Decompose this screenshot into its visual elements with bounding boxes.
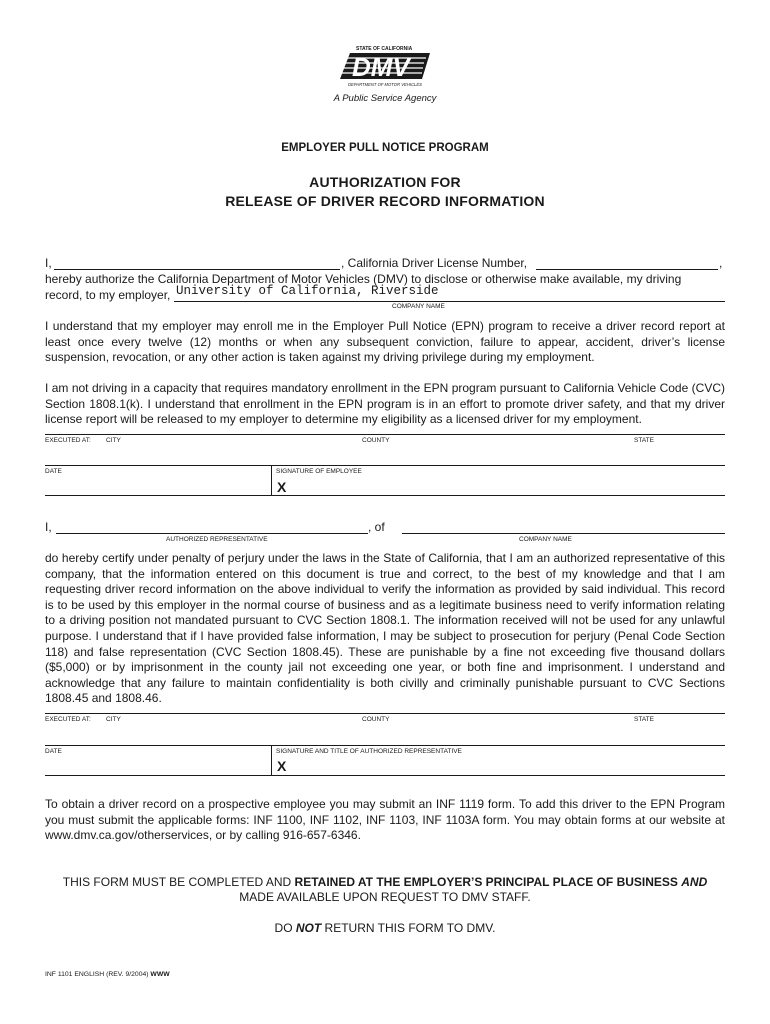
authorized-rep-label: AUTHORIZED REPRESENTATIVE (166, 536, 268, 543)
city-label: CITY (106, 437, 121, 444)
retention-notice-line2: MADE AVAILABLE UPON REQUEST TO DMV STAFF. (239, 890, 531, 904)
employee-signature-label: SIGNATURE OF EMPLOYEE (276, 468, 362, 475)
line1-comma: , (719, 256, 723, 270)
form-title-line2: RELEASE OF DRIVER RECORD INFORMATION (225, 193, 545, 209)
rep-company-name-label: COMPANY NAME (519, 536, 572, 543)
retention-notice-part1: THIS FORM MUST BE COMPLETED AND (62, 875, 295, 889)
executed-at-field[interactable] (45, 444, 725, 464)
retention-notice-bold: RETAINED AT THE EMPLOYER’S PRINCIPAL PLACE OF BUSINESS (294, 875, 682, 889)
employee-signature-mark[interactable]: X (277, 479, 287, 495)
form-id-text: INF 1101 ENGLISH (REV. 9/2004) (45, 971, 149, 978)
agency-tagline: A Public Service Agency (333, 93, 437, 104)
employee-signature-line (45, 495, 725, 496)
rep-executed-at-field[interactable] (45, 723, 725, 743)
certification-paragraph: do hereby certify under penalty of perjury under the laws in the State of California, that I am an authorized representative of this company, that the information entered on this document is true and correct, to the best of my knowledge and that I am requesting driver record information on the above individual to verify the information as provided by said individual. This record is to be used by this employer in the normal course of business and as a legitimate business need to verify information relating to a driving position not mandated pursuant to CVC Section 1808.1. The information received will not be used for any unlawful purpose. I understand that if I have provided false information, I may be subject to prosecution for perjury (Penal Code Section 118) and false representation (CVC Section 1808.45). These are punishable by a fine not exceeding five thousand dollars ($5,000) or by imprisonment in the county jail not exceeding one year, or both fine and imprisonment. I understand and acknowledge that any failure to maintain confidentiality is both civilly and criminally punishable pursuant to CVC Sections 1808.45 and 1808.46. (45, 551, 725, 706)
logo-dept-text: DEPARTMENT OF MOTOR VEHICLES (348, 82, 422, 87)
executed-at-divider (45, 434, 725, 435)
company-name-label: COMPANY NAME (392, 303, 445, 310)
rep-signature-label: SIGNATURE AND TITLE OF AUTHORIZED REPRESENTATIVE (276, 748, 462, 755)
rep-county-label: COUNTY (362, 716, 390, 723)
rep-date-label: DATE (45, 748, 62, 755)
authorization-sentence: hereby authorize the California Department of Motor Vehicles (DMV) to disclose or otherwise make available, my driving (45, 272, 682, 286)
date-label: DATE (45, 468, 62, 475)
rep-signature-mark[interactable]: X (277, 758, 287, 774)
return-text: RETURN THIS FORM TO DMV. (321, 921, 496, 935)
license-number-field[interactable] (536, 269, 718, 270)
form-id (45, 971, 170, 978)
rep-date-signature-separator (271, 745, 272, 775)
instructions-paragraph: To obtain a driver record on a prospective employee you may submit an INF 1119 form. To add this driver to the EPN Program you must submit the applicable forms: INF 1100, INF 1102, INF 1103, INF 1103A form. You may obtain forms at our website at www.dmv.ca.gov/otherservices, or by calling 916-657-6346. (45, 797, 725, 843)
date-divider (45, 465, 725, 466)
rep-date-divider (45, 745, 725, 746)
rep-executed-at-label: EXECUTED AT: (45, 716, 91, 723)
not-text: NOT (295, 921, 322, 935)
employer-name-value[interactable]: University of California, Riverside (176, 284, 439, 298)
rep-state-label: STATE (634, 716, 654, 723)
rep-city-label: CITY (106, 716, 121, 723)
license-number-label: , California Driver License Number, (341, 256, 528, 270)
rep-signature-line (45, 775, 725, 776)
logo-dmv-text: DMV (352, 52, 410, 82)
rep-company-field[interactable] (402, 533, 725, 534)
epn-enrollment-paragraph: I understand that my employer may enroll me in the Employer Pull Notice (EPN) program to receive a driver record report at least once every twelve (12) months or when any subsequent conviction, failure to appear, accident, driver’s license suspension, revocation, or any other action is taken against my driving privilege during my employment. (45, 319, 725, 365)
do-text: DO (274, 921, 296, 935)
executed-at-label: EXECUTED AT: (45, 437, 91, 444)
employer-prefix: record, to my employer, (45, 288, 171, 302)
state-label: STATE (634, 437, 654, 444)
not-driving-paragraph: I am not driving in a capacity that requires mandatory enrollment in the EPN program pursuant to California Vehicle Code (CVC) Section 1808.1(k). I understand that enrollment in the EPN program is in an effort to promote driver safety, and that my driver license report will be released to my employer to determine my eligibility as a licensed driver for my employment. (45, 381, 725, 427)
authorized-rep-field[interactable] (56, 533, 368, 534)
form-id-suffix: WWW (150, 971, 170, 978)
employee-name-field[interactable] (54, 269, 340, 270)
dmv-wordmark-icon (340, 52, 430, 82)
dmv-logo (334, 42, 436, 90)
retention-notice-and: AND (681, 875, 708, 889)
rep-prefix: I, (45, 520, 52, 534)
date-signature-separator (271, 465, 272, 495)
county-label: COUNTY (362, 437, 390, 444)
do-not-return-notice (0, 921, 770, 935)
rep-of-text: , of (368, 520, 385, 534)
logo-state-text: STATE OF CALIFORNIA (356, 46, 413, 52)
employer-name-line (174, 301, 725, 302)
form-title-line1: AUTHORIZATION FOR (309, 174, 461, 190)
rep-executed-at-divider (45, 713, 725, 714)
retention-notice-line1 (0, 875, 770, 889)
employee-line1: I, (45, 256, 52, 270)
program-heading: EMPLOYER PULL NOTICE PROGRAM (281, 142, 489, 154)
